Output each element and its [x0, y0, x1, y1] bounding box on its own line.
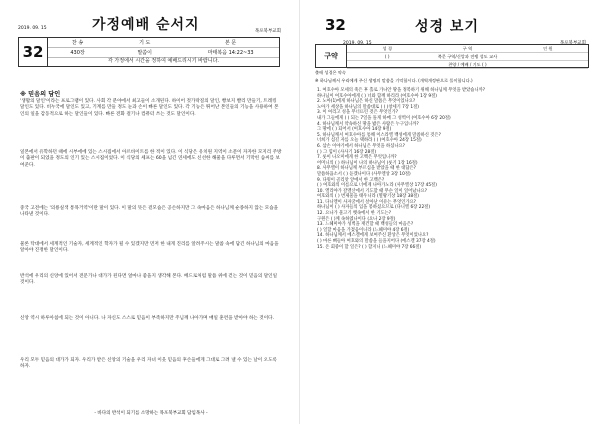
question-line: 4. 하나님께서 약속하신 땅을 밟은 사람은 누구입니까?	[317, 121, 419, 127]
question-line: ( ) 그 힘이 (사사기 16장 28절)	[317, 149, 377, 155]
worship-order-box	[18, 37, 280, 67]
prayer-value: 말씀이	[137, 50, 152, 56]
signature: - 바다의 반석이 되기를 소망하는 목포북부교회 담임목사 -	[94, 411, 208, 416]
worship-table	[48, 38, 279, 56]
question-line: ( ) 일할 마음을 가졌음이니라 (느헤미야 4장 6절)	[317, 227, 410, 233]
scripture-value: 마태복음 14:22~33	[207, 50, 254, 56]
header-prayer: 기 도	[139, 40, 151, 46]
note-instruction: ※ 하나님께서 우리에게 주신 생명의 말씀을 기억합시다. (개역개정판으로 풀이합니다.)	[315, 78, 473, 83]
question-line: 7. 룻이 나오미에게 한 고백은 무엇입니까?	[317, 155, 397, 161]
header-group: 구 역	[462, 45, 473, 51]
question-line: 9. 다윗이 골리앗 앞에서 한 고백은?	[317, 177, 385, 183]
paragraph-3: 중국 고전에는 '의룡실색 통목거역'이란 말이 있다. 이 말의 뜻은 겉모습은 공손하지만 그 속마음은 하나님께 순종하지 않는 모습을 나타낸 것이다.	[20, 206, 279, 218]
paragraph-1: '생활의 달인'이라는 프로그램이 있다. 사회 각 분야에서 최고들이 소개된다. 하이어 젓가락질의 달인, 빵보지 빨리 만들기, 트레킹 달인도 있다. 비누국에 달인도 있고, 기계를 만들 정도 눈과 손이 빠른 달인도 있다. 각 기능은 뛰어난 본인들의 기능을 사용하여 본인의 일을 감동적으로 하는 달인들이 있다. 빠른 전화 걸기나 컴퓨터 쓰는 것도 달인이다.	[20, 99, 279, 117]
subject-label: 구약	[316, 45, 347, 67]
church-name: 목포북부교회	[254, 29, 281, 34]
cell-group-1: 북문 구역/신앙과 전쟁 성도 교사	[437, 53, 498, 59]
page-fold	[299, 0, 300, 424]
bible-row-2	[347, 61, 588, 69]
question-line: 12. 요나가 물고기 뱃속에서 한 기도는?	[317, 211, 392, 217]
paragraph-4: 물론 탁대에서 세계적인 기술자, 세계적인 학자가 될 수 있겠지만 먼저 한 내게 진리를 알려주시는 말씀 속에 담긴 하나님의 마음을 알아야 진정한 달인이다.	[20, 242, 279, 254]
question-line: 1. 여호수아 모세의 죽은 후 홀로 가나안 땅을 정복하기 위해 하나님께 무엇을 받았습니까?	[317, 88, 486, 93]
question-line: 13. 느헤미야가 성벽을 재건할 때 백성들의 마음은?	[317, 222, 414, 228]
question-line: 10. 엘리야가 갈멜산에서 기도할 때 무슨 일이 일어났나요?	[317, 188, 427, 194]
question-line: 11. 다니엘이 사자굴에서 살아난 이유는 무엇인가요?	[317, 199, 416, 205]
bible-row-1	[347, 53, 588, 61]
date: 2019. 09. 15	[343, 41, 372, 46]
question-line: 하나님이 여호수아에게 ( ) 너와 함께 하리라 (여호수아 1장 9절)	[317, 93, 437, 99]
bible-reading-page	[303, 0, 600, 424]
worship-order-page	[0, 0, 297, 424]
bible-header-row	[347, 45, 588, 53]
question-line: 8. 사무엘이 하나님께 부르심을 받았을 때 한 대답은?	[317, 166, 416, 172]
question-line: 노아가 세상을 하나님의 말씀대로 ( ) (창세기 7장 1절)	[317, 104, 419, 110]
question-line: 어머니의 ( ) 하나님이 나의 하나님이 (룻기 1장 16절)	[317, 160, 418, 166]
question-line: 2. 노아(1)에게 하나님은 하신 말씀은 무엇이었나요?	[317, 99, 416, 105]
volume-number: 32	[325, 16, 346, 34]
header-scripture: 본 문	[225, 40, 237, 46]
question-line: 말씀하옵소서 ( ) 듣겠나이다 (사무엘상 3장 10절)	[317, 171, 411, 177]
question-line: 여호와의 ( ) 번제물을 태우니라 (열왕기상 18장 38절)	[317, 194, 419, 200]
paragraph-7: 우리 모두 믿음의 대가가 되자. 우리가 받은 신앙의 기술을 우리 자녀 이웃 믿음의 후손들에게 그대로 그려 낼 수 있는 날이 오도록 하자.	[20, 358, 277, 370]
header-hymn: 찬 송	[71, 40, 84, 46]
cell-book-1: ( )	[384, 54, 390, 59]
question-list	[317, 88, 589, 250]
note-heading: 출애 성경은 약속	[315, 70, 346, 75]
question-line: 6. 삼손 이야기에서 하나님은 무엇을 하셨나요?	[317, 143, 405, 149]
question-line: 3. 이 여리고 성을 무너뜨린 것은 무엇인가?	[317, 110, 398, 116]
section-title: ※ 믿음의 담인	[20, 91, 61, 98]
question-line: 15. 온 회중이 할 일은? ( ) 할지니 (느헤미야 7장 66절)	[317, 244, 422, 250]
question-line: 너희가 섬길 자를 오늘 택하라 ( ) (여호수아 24장 15절)	[317, 138, 422, 144]
question-line: ( ) 마른 뼈들아 여호와의 말씀을 들을지어다 (에스겔 37장 4절)	[317, 239, 436, 245]
worship-banner: 각 가정에서 시간을 정하여 예배드리시기 바랍니다.	[108, 58, 219, 64]
bible-table	[347, 45, 588, 69]
worship-header-row	[48, 38, 279, 48]
paragraph-6: 신앙 역시 하루아침에 되는 것이 아니다. 나 자신도 스스로 믿음이 부족하지만 주님께 나아가며 매일 훈련을 받아야 하는 것이다.	[20, 316, 275, 321]
page-title: 가정예배 순서지	[92, 17, 200, 33]
paragraph-5: 반석에 우리의 신앙에 있어서 전문가나 대가가 된다면 얼마나 좋을지 생각해 본다. 베드로처럼 말씀 위에 걷는 것이 믿음의 달인일 것이다.	[20, 274, 278, 286]
volume-number: 32	[19, 38, 48, 66]
question-line: 5. 하나님께서 여호수아를 통해 이스라엘 백성에게 말씀하신 것은?	[317, 132, 441, 138]
question-line: 구원은 ( )께 속하였나이다 (요나 2장 9절)	[317, 216, 396, 222]
question-line: 그 땅에 ( ) 되어서 (여호수아 14장 9절)	[317, 127, 392, 133]
cell-group-2: 찬양 / 예배 / 기도 ( )	[448, 61, 487, 67]
date: 2019. 09. 15	[18, 26, 47, 31]
question-line: 하나님이 ( ) 사자들의 입을 봉하셨으므로 (다니엘 6장 22절)	[317, 205, 430, 211]
header-count: 인 원	[543, 45, 553, 51]
page-title: 성경 보기	[415, 19, 479, 35]
bible-table-box	[315, 44, 589, 68]
paragraph-2: 일본에서 유학하던 때에 시부에에 있는 스시집에서 아르바이트를 한 적이 있다. 이 식당은 유치원 지역이 소문이 자자한 모지리 주방이 출판이 되었을 정도의 인기 있는 스시집이었다. 이 식당의 셰프는 60을 넘긴 연세에도 신선한 해물을 다루면서 기막힌 솜씨를 보여준다.	[20, 150, 282, 168]
header-book: 성 경	[382, 45, 392, 51]
question-line: 14. 하나님께서 에스겔에게 보여주신 환상은 무엇이었나요?	[317, 233, 429, 239]
question-line: 내가 그들에게 ( ) 되는 7일을 돌게 하매 그 성벽이 (여호수아 6장 20절)	[317, 115, 451, 121]
question-line: ( ) 여호와의 이름으로 너에게 나아가노라 (사무엘상 17장 45절)	[317, 183, 437, 189]
church-name: 목포북부교회	[559, 41, 586, 46]
hymn-value: 430장	[70, 50, 85, 56]
